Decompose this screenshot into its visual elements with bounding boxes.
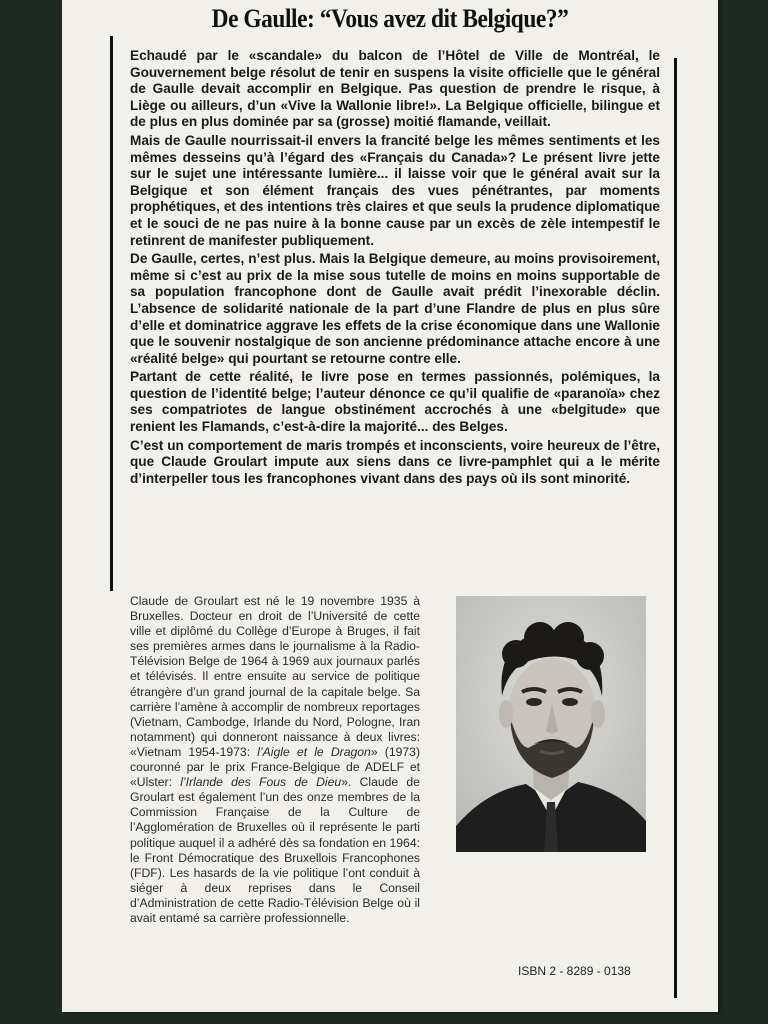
blurb-paragraph: Partant de cette réalité, le livre pose en termes passionnés, polémiques, la question de l’identité belge; l’auteur dénonce ce qu’il qualifie de «paranoïa» chez ses compatriotes de langue obstinément accrochés à une «belgitude» que renient les Flamands, c’est-à-dire la majorité... des Belges. — [130, 369, 660, 435]
bio-text: » (1973) couronné par le prix France-Belgique de ADELF et «Ulster: — [130, 744, 421, 790]
blurb-text — [130, 48, 660, 489]
blurb-paragraph: C’est un comportement de maris trompés et inconscients, voire heureux de l’être, que Claude Groulart impute aux siens dans ce livre-pamphlet qui a le mérite d’interpeller tous les francophones vivant dans des pays où ils sont minorité. — [130, 437, 660, 486]
cover-title: De Gaulle: “Vous avez dit Belgique?” — [211, 4, 569, 33]
blurb-paragraph: Mais de Gaulle nourrissait-il envers la francité belge les mêmes sentiments et les mêmes desseins qu’à l’égard des «Français du Canada»? Le présent livre jette sur le sujet une intéressante lumière... il laisse voir que le général avait sur la Belgique et son élément français des vues pénétrantes, par moments prophétiques, et des intentions très claires et que seuls la prudence diplomatique et le souci de ne pas nuire à la bonne cause par un excès de zèle intempestif le retinrent de manifester publiquement. — [130, 132, 660, 248]
book-title-italic: l’Aigle et le Dragon — [257, 744, 371, 759]
isbn-number: ISBN 2 - 8289 - 0138 — [518, 964, 631, 978]
book-title-italic: l’Irlande des Fous de Dieu — [180, 775, 342, 790]
author-photo — [456, 596, 646, 852]
author-portrait-image — [456, 596, 646, 852]
right-vertical-rule — [674, 58, 677, 998]
bio-text: ». Claude de Groulart est également l’un des onze membres de la Commission Française de la Culture de l’Agglomération de Bruxelles où il représente le parti politique auquel il a adhéré dès sa fondation en 1964: le Front Démocratique des Bruxellois Francophones (FDF). Les hasards de la vie politique l’ont conduit à siéger à deux reprises dans le Conseil d’Administration de cette Radio-Télévision Belge où il avait entamé sa carrière professionnelle. — [130, 775, 420, 925]
author-biography — [130, 594, 420, 926]
blurb-paragraph: De Gaulle, certes, n’est plus. Mais la Belgique demeure, au moins provisoirement, même si c’est au prix de la mise sous tutelle de moins en moins supportable de sa population francophone dont de Gaulle avait prédit l’inexorable déclin. L’absence de solidarité nationale de la part d’une Flandre de plus en plus sûre d’elle et dominatrice aggrave les effets de la crise économique dans une Wallonie que le souvenir nostalgique de son ancienne prédominance attache encore à une «réalité belge» qui pourtant se retourne contre elle. — [130, 251, 660, 366]
book-back-cover — [62, 0, 718, 1012]
blurb-paragraph: Echaudé par le «scandale» du balcon de l’Hôtel de Ville de Montréal, le Gouvernement belge résolut de tenir en suspens la visite officielle que le général de Gaulle devait accomplir en Belgique. Pas question de prendre le risque, à Liège ou ailleurs, d’un «Vive la Wallonie libre!». La Belgique officielle, bilingue et de plus en plus dominée par sa (grosse) moitié flamande, veillait. — [130, 48, 660, 130]
bio-text: Claude de Groulart est né le 19 novembre 1935 à Bruxelles. Docteur en droit de l’Université de cette ville et diplômé du Collège d’Europe à Bruges, il fait ses premières armes dans le journalisme à la Radio-Télévision Belge de 1964 à 1969 aux journaux parlés et télévisés. Il entre ensuite au service de politique étrangère d’un grand journal de la capitale belge. Sa carrière l’amène à accomplir de nombreux reportages (Vietnam, Cambodge, Irlande du Nord, Pologne, Iran notamment) qui donneront naissance à deux livres: «Vietnam 1954-1973: — [130, 594, 420, 759]
left-vertical-rule — [110, 36, 113, 591]
